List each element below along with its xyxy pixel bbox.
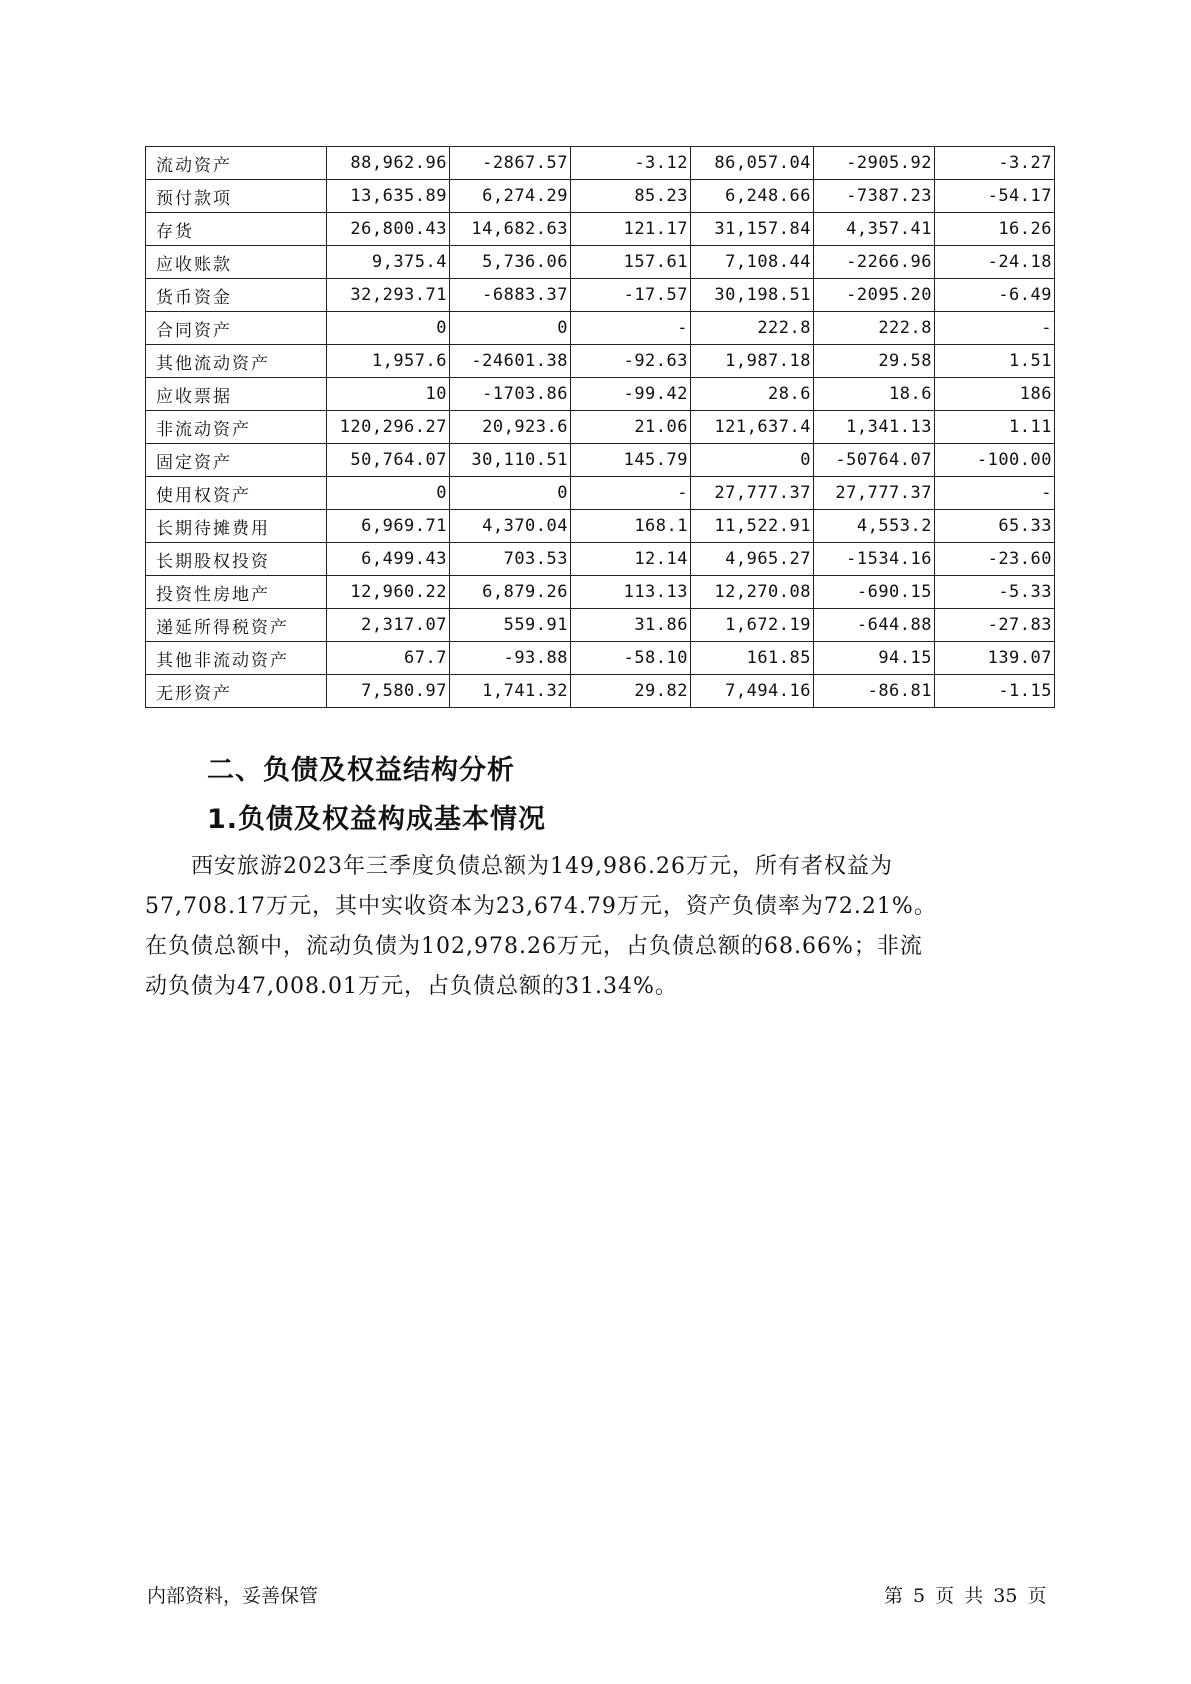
table-row bbox=[146, 180, 1055, 213]
value-cell: -24601.38 bbox=[450, 345, 571, 378]
value-cell: -1703.86 bbox=[450, 378, 571, 411]
value-cell: 65.33 bbox=[935, 510, 1055, 543]
value-cell: 1.11 bbox=[935, 411, 1055, 444]
value-cell: 186 bbox=[935, 378, 1055, 411]
value-cell: -7387.23 bbox=[814, 180, 935, 213]
value-cell: - bbox=[571, 312, 691, 345]
value-cell: 28.6 bbox=[691, 378, 814, 411]
value-cell: 1,957.6 bbox=[327, 345, 450, 378]
value-cell: 32,293.71 bbox=[327, 279, 450, 312]
table-row bbox=[146, 576, 1055, 609]
value-cell: 30,110.51 bbox=[450, 444, 571, 477]
row-label-cell: 长期待摊费用 bbox=[146, 510, 327, 543]
paragraph-line: 在负债总额中，流动负债为102,978.26万元，占负债总额的68.66%；非流 bbox=[145, 934, 923, 959]
value-cell: -3.27 bbox=[935, 147, 1055, 180]
value-cell: 7,580.97 bbox=[327, 675, 450, 708]
asset-structure-table bbox=[145, 146, 1055, 708]
value-cell: -58.10 bbox=[571, 642, 691, 675]
value-cell: 13,635.89 bbox=[327, 180, 450, 213]
value-cell: 0 bbox=[327, 477, 450, 510]
value-cell: 1,672.19 bbox=[691, 609, 814, 642]
value-cell: 16.26 bbox=[935, 213, 1055, 246]
value-cell: 2,317.07 bbox=[327, 609, 450, 642]
value-cell: -54.17 bbox=[935, 180, 1055, 213]
row-label-cell: 无形资产 bbox=[146, 675, 327, 708]
value-cell: -50764.07 bbox=[814, 444, 935, 477]
value-cell: 0 bbox=[450, 477, 571, 510]
value-cell: 0 bbox=[450, 312, 571, 345]
value-cell: 0 bbox=[327, 312, 450, 345]
value-cell: -2905.92 bbox=[814, 147, 935, 180]
table-row bbox=[146, 147, 1055, 180]
value-cell: 120,296.27 bbox=[327, 411, 450, 444]
table-body bbox=[146, 147, 1055, 708]
value-cell: -24.18 bbox=[935, 246, 1055, 279]
value-cell: 9,375.4 bbox=[327, 246, 450, 279]
value-cell: -1.15 bbox=[935, 675, 1055, 708]
value-cell: 21.06 bbox=[571, 411, 691, 444]
subsection-heading: 1.负债及权益构成基本情况 bbox=[207, 804, 547, 835]
value-cell: 222.8 bbox=[814, 312, 935, 345]
row-label-cell: 应收账款 bbox=[146, 246, 327, 279]
table-row bbox=[146, 312, 1055, 345]
value-cell: 6,969.71 bbox=[327, 510, 450, 543]
table-row bbox=[146, 213, 1055, 246]
value-cell: 12,960.22 bbox=[327, 576, 450, 609]
footer-page-number: 第 5 页 共 35 页 bbox=[884, 1585, 1047, 1607]
value-cell: 12.14 bbox=[571, 543, 691, 576]
row-label-cell: 预付款项 bbox=[146, 180, 327, 213]
value-cell: 1,987.18 bbox=[691, 345, 814, 378]
value-cell: 27,777.37 bbox=[814, 477, 935, 510]
value-cell: 157.61 bbox=[571, 246, 691, 279]
value-cell: -3.12 bbox=[571, 147, 691, 180]
value-cell: 85.23 bbox=[571, 180, 691, 213]
value-cell: -23.60 bbox=[935, 543, 1055, 576]
value-cell: 6,879.26 bbox=[450, 576, 571, 609]
value-cell: 7,108.44 bbox=[691, 246, 814, 279]
value-cell: 18.6 bbox=[814, 378, 935, 411]
value-cell: -27.83 bbox=[935, 609, 1055, 642]
table-row bbox=[146, 510, 1055, 543]
value-cell: 113.13 bbox=[571, 576, 691, 609]
value-cell: 31.86 bbox=[571, 609, 691, 642]
table-row bbox=[146, 477, 1055, 510]
row-label-cell: 使用权资产 bbox=[146, 477, 327, 510]
value-cell: 4,553.2 bbox=[814, 510, 935, 543]
value-cell: 5,736.06 bbox=[450, 246, 571, 279]
row-label-cell: 货币资金 bbox=[146, 279, 327, 312]
value-cell: 121.17 bbox=[571, 213, 691, 246]
table-row bbox=[146, 246, 1055, 279]
value-cell: 161.85 bbox=[691, 642, 814, 675]
paragraph-line: 西安旅游2023年三季度负债总额为149,986.26万元，所有者权益为 bbox=[145, 854, 893, 879]
value-cell: -17.57 bbox=[571, 279, 691, 312]
value-cell: -1534.16 bbox=[814, 543, 935, 576]
value-cell: 10 bbox=[327, 378, 450, 411]
row-label-cell: 投资性房地产 bbox=[146, 576, 327, 609]
value-cell: - bbox=[935, 312, 1055, 345]
value-cell: 222.8 bbox=[691, 312, 814, 345]
value-cell: 1.51 bbox=[935, 345, 1055, 378]
value-cell: 0 bbox=[691, 444, 814, 477]
value-cell: -93.88 bbox=[450, 642, 571, 675]
row-label-cell: 递延所得税资产 bbox=[146, 609, 327, 642]
row-label-cell: 非流动资产 bbox=[146, 411, 327, 444]
row-label-cell: 固定资产 bbox=[146, 444, 327, 477]
value-cell: -99.42 bbox=[571, 378, 691, 411]
value-cell: 145.79 bbox=[571, 444, 691, 477]
value-cell: -100.00 bbox=[935, 444, 1055, 477]
value-cell: -6883.37 bbox=[450, 279, 571, 312]
value-cell: - bbox=[935, 477, 1055, 510]
value-cell: -2266.96 bbox=[814, 246, 935, 279]
row-label-cell: 存货 bbox=[146, 213, 327, 246]
value-cell: 12,270.08 bbox=[691, 576, 814, 609]
row-label-cell: 合同资产 bbox=[146, 312, 327, 345]
value-cell: 50,764.07 bbox=[327, 444, 450, 477]
row-label-cell: 长期股权投资 bbox=[146, 543, 327, 576]
table-row bbox=[146, 543, 1055, 576]
value-cell: 31,157.84 bbox=[691, 213, 814, 246]
paragraph-line: 动负债为47,008.01万元，占负债总额的31.34%。 bbox=[145, 974, 678, 999]
value-cell: 86,057.04 bbox=[691, 147, 814, 180]
value-cell: 26,800.43 bbox=[327, 213, 450, 246]
value-cell: 27,777.37 bbox=[691, 477, 814, 510]
value-cell: -690.15 bbox=[814, 576, 935, 609]
table-row bbox=[146, 444, 1055, 477]
row-label-cell: 应收票据 bbox=[146, 378, 327, 411]
table-row bbox=[146, 378, 1055, 411]
value-cell: 6,499.43 bbox=[327, 543, 450, 576]
section-heading: 二、负债及权益结构分析 bbox=[207, 755, 515, 786]
footer-confidential-note: 内部资料，妥善保管 bbox=[147, 1585, 319, 1607]
table-row bbox=[146, 675, 1055, 708]
value-cell: 168.1 bbox=[571, 510, 691, 543]
value-cell: 94.15 bbox=[814, 642, 935, 675]
value-cell: 139.07 bbox=[935, 642, 1055, 675]
row-label-cell: 其他流动资产 bbox=[146, 345, 327, 378]
value-cell: -5.33 bbox=[935, 576, 1055, 609]
value-cell: -644.88 bbox=[814, 609, 935, 642]
value-cell: 121,637.4 bbox=[691, 411, 814, 444]
table-row bbox=[146, 345, 1055, 378]
value-cell: 4,965.27 bbox=[691, 543, 814, 576]
value-cell: - bbox=[571, 477, 691, 510]
value-cell: 4,357.41 bbox=[814, 213, 935, 246]
value-cell: 29.58 bbox=[814, 345, 935, 378]
value-cell: 14,682.63 bbox=[450, 213, 571, 246]
value-cell: 1,341.13 bbox=[814, 411, 935, 444]
value-cell: 88,962.96 bbox=[327, 147, 450, 180]
value-cell: -92.63 bbox=[571, 345, 691, 378]
value-cell: -2095.20 bbox=[814, 279, 935, 312]
value-cell: 29.82 bbox=[571, 675, 691, 708]
table-row bbox=[146, 609, 1055, 642]
value-cell: 1,741.32 bbox=[450, 675, 571, 708]
paragraph-line: 57,708.17万元，其中实收资本为23,674.79万元，资产负债率为72.21%。 bbox=[145, 894, 937, 919]
row-label-cell: 流动资产 bbox=[146, 147, 327, 180]
value-cell: 6,248.66 bbox=[691, 180, 814, 213]
value-cell: -86.81 bbox=[814, 675, 935, 708]
table-row bbox=[146, 411, 1055, 444]
value-cell: 4,370.04 bbox=[450, 510, 571, 543]
value-cell: 11,522.91 bbox=[691, 510, 814, 543]
row-label-cell: 其他非流动资产 bbox=[146, 642, 327, 675]
analysis-paragraph bbox=[145, 847, 1057, 1007]
value-cell: 6,274.29 bbox=[450, 180, 571, 213]
value-cell: -2867.57 bbox=[450, 147, 571, 180]
table-row bbox=[146, 279, 1055, 312]
value-cell: 559.91 bbox=[450, 609, 571, 642]
value-cell: 30,198.51 bbox=[691, 279, 814, 312]
value-cell: -6.49 bbox=[935, 279, 1055, 312]
value-cell: 7,494.16 bbox=[691, 675, 814, 708]
value-cell: 20,923.6 bbox=[450, 411, 571, 444]
value-cell: 67.7 bbox=[327, 642, 450, 675]
table-row bbox=[146, 642, 1055, 675]
value-cell: 703.53 bbox=[450, 543, 571, 576]
